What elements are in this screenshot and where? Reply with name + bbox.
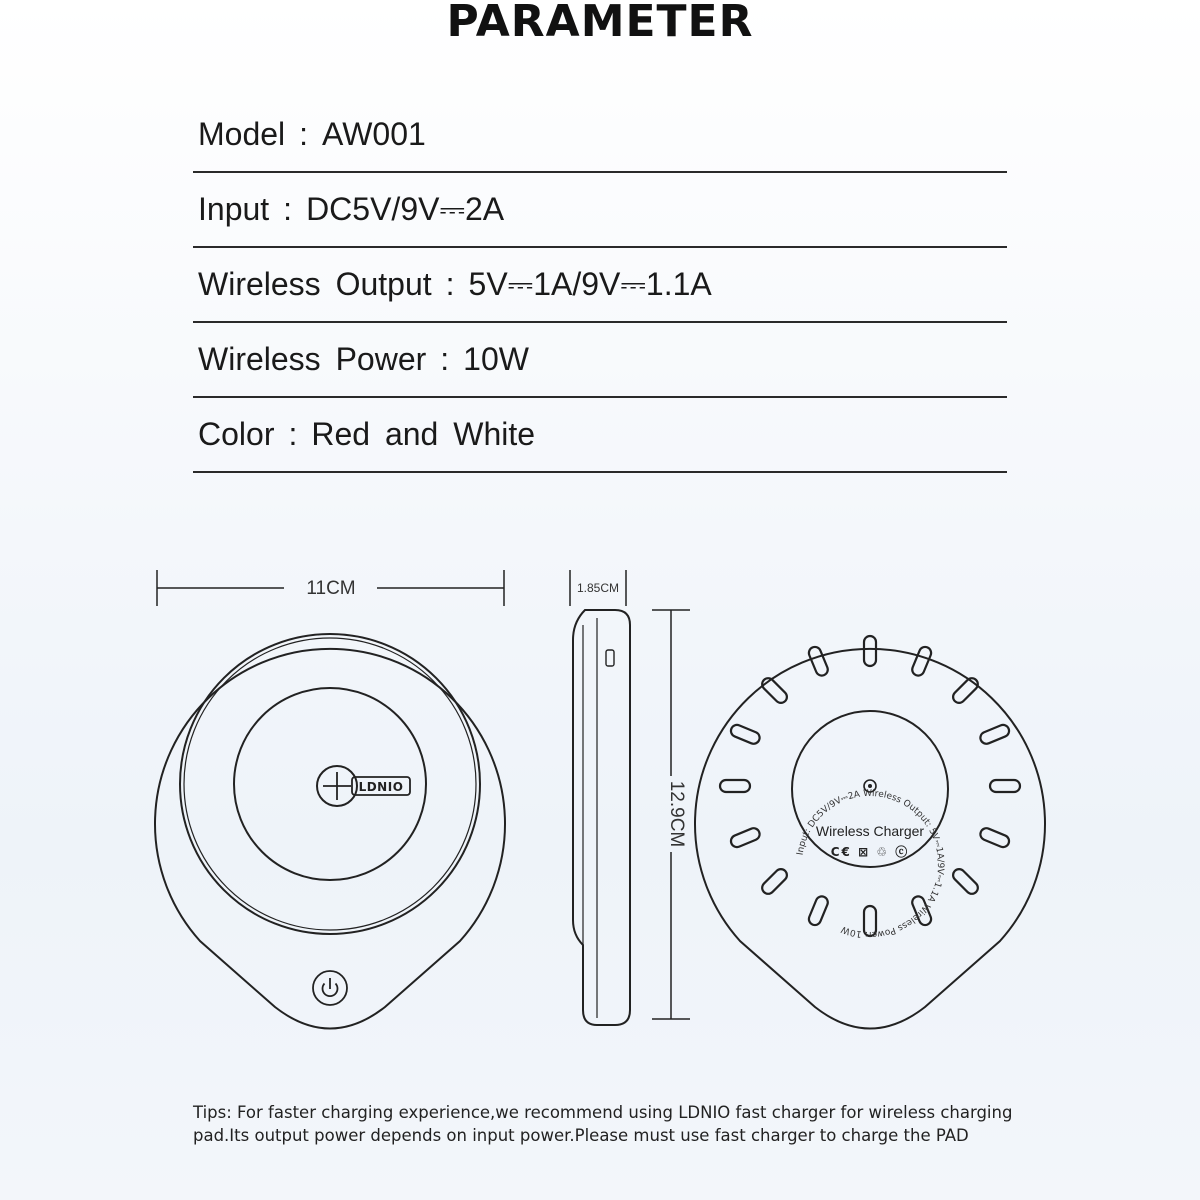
side-outline: [573, 610, 630, 1025]
logo-text: LDNIO: [358, 780, 404, 794]
side-view: [573, 610, 630, 1025]
spec-table: [193, 98, 1007, 473]
spec-value: DC5V/9V⎓2A: [306, 190, 505, 227]
certification-marks: C€ ⊠ ♲ ⓒ: [830, 845, 910, 859]
spec-value: Red and White: [311, 416, 536, 452]
page-title: PARAMETER: [446, 0, 754, 47]
front-inner-ring: [180, 634, 480, 934]
spec-label: Wireless Output: [198, 266, 432, 302]
back-ring-textpath: Input: DC5V/9V⎓2A Wireless Output: 5V⎓1A/9V⎓1.1A Wireless Power: 10W: [795, 788, 946, 940]
spec-value: 10W: [463, 341, 529, 377]
spec-row-model: [193, 98, 1007, 173]
spec-separator: :: [445, 266, 455, 302]
spec-row-wireless-output: [193, 248, 1007, 323]
spec-separator: :: [299, 116, 309, 152]
spec-label: Input: [198, 191, 270, 227]
spec-row-color: [193, 398, 1007, 473]
dimension-diagram: [0, 540, 1200, 1060]
spec-row-input: [193, 173, 1007, 248]
side-port: [606, 650, 614, 666]
thickness-label: 1.85CM: [576, 581, 620, 595]
width-label: 11CM: [306, 578, 356, 599]
back-ring-text: [796, 789, 945, 939]
spec-label: Wireless Power: [198, 341, 427, 377]
height-label: 12.9CM: [666, 780, 687, 848]
spec-value: 5V⎓1A/9V⎓1.1A: [468, 265, 712, 302]
spec-label: Model: [198, 116, 286, 152]
spec-label: Color: [198, 416, 275, 452]
back-center-label: Wireless Charger: [815, 823, 925, 839]
tips-text: Tips: For faster charging experience,we recommend using LDNIO fast charger for wireless charging pad.Its output power depends on input power.Please must use fast charger to charge the PAD: [193, 1103, 1013, 1145]
spec-separator: :: [288, 416, 298, 452]
spec-value: AW001: [322, 116, 426, 152]
front-view: [155, 634, 505, 1029]
spec-row-wireless-power: [193, 323, 1007, 398]
spec-separator: :: [440, 341, 450, 377]
spec-separator: :: [283, 191, 293, 227]
